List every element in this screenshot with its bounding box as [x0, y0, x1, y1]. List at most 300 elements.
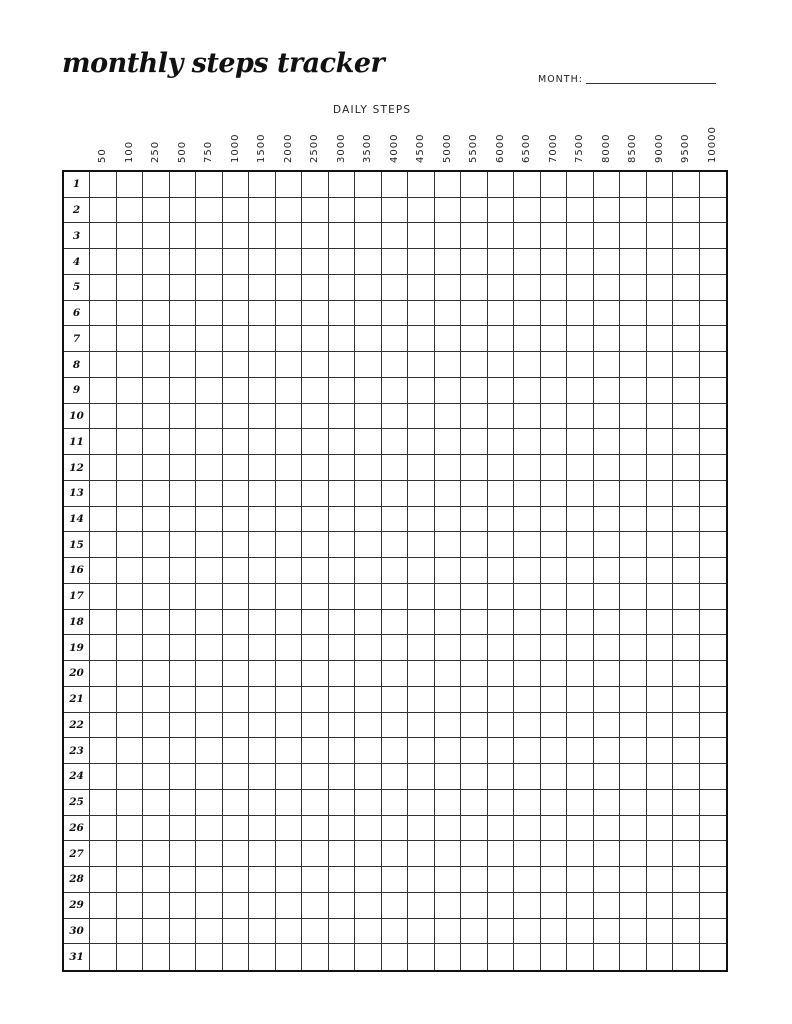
step-cell[interactable] [223, 661, 250, 687]
step-cell[interactable] [700, 944, 727, 970]
step-cell[interactable] [249, 558, 276, 584]
step-cell[interactable] [249, 378, 276, 404]
step-cell[interactable] [249, 455, 276, 481]
step-cell[interactable] [355, 944, 382, 970]
step-cell[interactable] [170, 301, 197, 327]
step-cell[interactable] [620, 172, 647, 198]
step-cell[interactable] [382, 738, 409, 764]
step-cell[interactable] [355, 198, 382, 224]
step-cell[interactable] [117, 661, 144, 687]
step-cell[interactable] [594, 249, 621, 275]
step-cell[interactable] [382, 507, 409, 533]
step-cell[interactable] [196, 301, 223, 327]
step-cell[interactable] [594, 198, 621, 224]
step-cell[interactable] [329, 455, 356, 481]
step-cell[interactable] [90, 764, 117, 790]
step-cell[interactable] [488, 198, 515, 224]
step-cell[interactable] [117, 584, 144, 610]
step-cell[interactable] [594, 584, 621, 610]
step-cell[interactable] [329, 481, 356, 507]
step-cell[interactable] [276, 481, 303, 507]
step-cell[interactable] [435, 455, 462, 481]
step-cell[interactable] [408, 738, 435, 764]
step-cell[interactable] [488, 429, 515, 455]
step-cell[interactable] [620, 816, 647, 842]
step-cell[interactable] [90, 455, 117, 481]
step-cell[interactable] [594, 841, 621, 867]
step-cell[interactable] [541, 687, 568, 713]
step-cell[interactable] [117, 352, 144, 378]
step-cell[interactable] [514, 404, 541, 430]
step-cell[interactable] [461, 275, 488, 301]
step-cell[interactable] [355, 172, 382, 198]
step-cell[interactable] [117, 275, 144, 301]
step-cell[interactable] [329, 867, 356, 893]
step-cell[interactable] [620, 455, 647, 481]
step-cell[interactable] [223, 687, 250, 713]
step-cell[interactable] [647, 301, 674, 327]
step-cell[interactable] [90, 661, 117, 687]
step-cell[interactable] [594, 326, 621, 352]
step-cell[interactable] [514, 841, 541, 867]
step-cell[interactable] [302, 816, 329, 842]
step-cell[interactable] [435, 713, 462, 739]
step-cell[interactable] [276, 507, 303, 533]
step-cell[interactable] [170, 352, 197, 378]
step-cell[interactable] [196, 352, 223, 378]
step-cell[interactable] [488, 893, 515, 919]
step-cell[interactable] [488, 352, 515, 378]
step-cell[interactable] [117, 455, 144, 481]
step-cell[interactable] [143, 301, 170, 327]
step-cell[interactable] [302, 610, 329, 636]
step-cell[interactable] [461, 841, 488, 867]
step-cell[interactable] [594, 455, 621, 481]
step-cell[interactable] [435, 661, 462, 687]
step-cell[interactable] [620, 738, 647, 764]
step-cell[interactable] [700, 738, 727, 764]
step-cell[interactable] [673, 738, 700, 764]
step-cell[interactable] [594, 893, 621, 919]
step-cell[interactable] [461, 893, 488, 919]
step-cell[interactable] [620, 326, 647, 352]
step-cell[interactable] [329, 919, 356, 945]
step-cell[interactable] [408, 172, 435, 198]
step-cell[interactable] [673, 198, 700, 224]
step-cell[interactable] [514, 223, 541, 249]
step-cell[interactable] [514, 713, 541, 739]
step-cell[interactable] [594, 867, 621, 893]
step-cell[interactable] [170, 841, 197, 867]
step-cell[interactable] [355, 326, 382, 352]
step-cell[interactable] [329, 790, 356, 816]
step-cell[interactable] [620, 429, 647, 455]
step-cell[interactable] [196, 764, 223, 790]
step-cell[interactable] [567, 919, 594, 945]
step-cell[interactable] [594, 558, 621, 584]
step-cell[interactable] [461, 610, 488, 636]
step-cell[interactable] [541, 481, 568, 507]
step-cell[interactable] [647, 249, 674, 275]
step-cell[interactable] [382, 610, 409, 636]
step-cell[interactable] [673, 661, 700, 687]
step-cell[interactable] [355, 635, 382, 661]
step-cell[interactable] [355, 661, 382, 687]
step-cell[interactable] [329, 893, 356, 919]
step-cell[interactable] [514, 738, 541, 764]
step-cell[interactable] [435, 610, 462, 636]
step-cell[interactable] [302, 919, 329, 945]
step-cell[interactable] [488, 790, 515, 816]
step-cell[interactable] [196, 172, 223, 198]
step-cell[interactable] [382, 687, 409, 713]
step-cell[interactable] [196, 841, 223, 867]
step-cell[interactable] [170, 455, 197, 481]
step-cell[interactable] [435, 944, 462, 970]
step-cell[interactable] [90, 867, 117, 893]
step-cell[interactable] [302, 301, 329, 327]
step-cell[interactable] [329, 635, 356, 661]
step-cell[interactable] [249, 764, 276, 790]
step-cell[interactable] [143, 738, 170, 764]
step-cell[interactable] [488, 944, 515, 970]
step-cell[interactable] [700, 893, 727, 919]
step-cell[interactable] [223, 455, 250, 481]
step-cell[interactable] [514, 610, 541, 636]
step-cell[interactable] [541, 429, 568, 455]
step-cell[interactable] [567, 198, 594, 224]
step-cell[interactable] [620, 893, 647, 919]
step-cell[interactable] [223, 249, 250, 275]
step-cell[interactable] [302, 404, 329, 430]
step-cell[interactable] [143, 610, 170, 636]
step-cell[interactable] [117, 378, 144, 404]
step-cell[interactable] [170, 532, 197, 558]
step-cell[interactable] [700, 378, 727, 404]
step-cell[interactable] [90, 584, 117, 610]
step-cell[interactable] [170, 223, 197, 249]
step-cell[interactable] [435, 919, 462, 945]
step-cell[interactable] [620, 944, 647, 970]
step-cell[interactable] [567, 790, 594, 816]
step-cell[interactable] [700, 790, 727, 816]
step-cell[interactable] [355, 455, 382, 481]
step-cell[interactable] [170, 816, 197, 842]
step-cell[interactable] [170, 558, 197, 584]
step-cell[interactable] [276, 301, 303, 327]
step-cell[interactable] [541, 558, 568, 584]
step-cell[interactable] [488, 867, 515, 893]
step-cell[interactable] [408, 301, 435, 327]
step-cell[interactable] [700, 816, 727, 842]
step-cell[interactable] [223, 764, 250, 790]
step-cell[interactable] [514, 919, 541, 945]
step-cell[interactable] [196, 738, 223, 764]
step-cell[interactable] [435, 223, 462, 249]
step-cell[interactable] [700, 301, 727, 327]
step-cell[interactable] [170, 713, 197, 739]
step-cell[interactable] [541, 610, 568, 636]
step-cell[interactable] [488, 455, 515, 481]
step-cell[interactable] [567, 867, 594, 893]
step-cell[interactable] [90, 532, 117, 558]
step-cell[interactable] [249, 507, 276, 533]
step-cell[interactable] [435, 275, 462, 301]
step-cell[interactable] [647, 507, 674, 533]
step-cell[interactable] [382, 764, 409, 790]
step-cell[interactable] [355, 429, 382, 455]
step-cell[interactable] [355, 919, 382, 945]
step-cell[interactable] [382, 326, 409, 352]
step-cell[interactable] [196, 507, 223, 533]
step-cell[interactable] [541, 713, 568, 739]
step-cell[interactable] [594, 223, 621, 249]
step-cell[interactable] [408, 610, 435, 636]
step-cell[interactable] [567, 404, 594, 430]
step-cell[interactable] [673, 944, 700, 970]
step-cell[interactable] [408, 223, 435, 249]
step-cell[interactable] [647, 790, 674, 816]
step-cell[interactable] [594, 661, 621, 687]
step-cell[interactable] [329, 687, 356, 713]
step-cell[interactable] [302, 275, 329, 301]
step-cell[interactable] [355, 764, 382, 790]
step-cell[interactable] [382, 635, 409, 661]
step-cell[interactable] [355, 404, 382, 430]
step-cell[interactable] [700, 429, 727, 455]
step-cell[interactable] [117, 944, 144, 970]
step-cell[interactable] [673, 558, 700, 584]
step-cell[interactable] [488, 558, 515, 584]
step-cell[interactable] [647, 661, 674, 687]
step-cell[interactable] [302, 867, 329, 893]
step-cell[interactable] [514, 816, 541, 842]
step-cell[interactable] [620, 764, 647, 790]
step-cell[interactable] [143, 429, 170, 455]
step-cell[interactable] [673, 867, 700, 893]
step-cell[interactable] [90, 301, 117, 327]
step-cell[interactable] [567, 223, 594, 249]
step-cell[interactable] [435, 301, 462, 327]
step-cell[interactable] [435, 429, 462, 455]
step-cell[interactable] [117, 816, 144, 842]
step-cell[interactable] [461, 713, 488, 739]
step-cell[interactable] [673, 816, 700, 842]
step-cell[interactable] [276, 352, 303, 378]
step-cell[interactable] [170, 919, 197, 945]
step-cell[interactable] [382, 558, 409, 584]
step-cell[interactable] [170, 172, 197, 198]
step-cell[interactable] [541, 816, 568, 842]
step-cell[interactable] [90, 558, 117, 584]
step-cell[interactable] [673, 378, 700, 404]
step-cell[interactable] [435, 558, 462, 584]
step-cell[interactable] [329, 738, 356, 764]
step-cell[interactable] [514, 635, 541, 661]
step-cell[interactable] [223, 713, 250, 739]
step-cell[interactable] [620, 481, 647, 507]
step-cell[interactable] [382, 275, 409, 301]
step-cell[interactable] [170, 507, 197, 533]
step-cell[interactable] [700, 687, 727, 713]
step-cell[interactable] [276, 429, 303, 455]
step-cell[interactable] [435, 687, 462, 713]
step-cell[interactable] [541, 249, 568, 275]
step-cell[interactable] [276, 223, 303, 249]
step-cell[interactable] [594, 352, 621, 378]
step-cell[interactable] [620, 713, 647, 739]
step-cell[interactable] [249, 223, 276, 249]
step-cell[interactable] [276, 713, 303, 739]
step-cell[interactable] [541, 841, 568, 867]
step-cell[interactable] [488, 687, 515, 713]
step-cell[interactable] [567, 893, 594, 919]
step-cell[interactable] [276, 893, 303, 919]
step-cell[interactable] [647, 558, 674, 584]
step-cell[interactable] [329, 507, 356, 533]
step-cell[interactable] [700, 635, 727, 661]
step-cell[interactable] [514, 301, 541, 327]
step-cell[interactable] [276, 172, 303, 198]
step-cell[interactable] [276, 455, 303, 481]
step-cell[interactable] [249, 610, 276, 636]
step-cell[interactable] [435, 404, 462, 430]
step-cell[interactable] [620, 584, 647, 610]
step-cell[interactable] [329, 816, 356, 842]
step-cell[interactable] [223, 841, 250, 867]
step-cell[interactable] [594, 507, 621, 533]
step-cell[interactable] [196, 455, 223, 481]
step-cell[interactable] [117, 223, 144, 249]
step-cell[interactable] [382, 532, 409, 558]
step-cell[interactable] [488, 816, 515, 842]
step-cell[interactable] [223, 790, 250, 816]
step-cell[interactable] [514, 661, 541, 687]
step-cell[interactable] [249, 687, 276, 713]
step-cell[interactable] [196, 198, 223, 224]
step-cell[interactable] [488, 404, 515, 430]
step-cell[interactable] [90, 249, 117, 275]
step-cell[interactable] [249, 790, 276, 816]
step-cell[interactable] [673, 790, 700, 816]
step-cell[interactable] [647, 223, 674, 249]
step-cell[interactable] [249, 738, 276, 764]
step-cell[interactable] [117, 919, 144, 945]
step-cell[interactable] [382, 816, 409, 842]
step-cell[interactable] [223, 610, 250, 636]
step-cell[interactable] [170, 198, 197, 224]
step-cell[interactable] [249, 326, 276, 352]
step-cell[interactable] [223, 867, 250, 893]
step-cell[interactable] [647, 893, 674, 919]
step-cell[interactable] [276, 378, 303, 404]
step-cell[interactable] [196, 275, 223, 301]
step-cell[interactable] [355, 713, 382, 739]
step-cell[interactable] [223, 558, 250, 584]
step-cell[interactable] [461, 919, 488, 945]
step-cell[interactable] [541, 404, 568, 430]
step-cell[interactable] [329, 172, 356, 198]
step-cell[interactable] [117, 893, 144, 919]
step-cell[interactable] [567, 275, 594, 301]
step-cell[interactable] [117, 429, 144, 455]
step-cell[interactable] [276, 275, 303, 301]
step-cell[interactable] [143, 944, 170, 970]
step-cell[interactable] [117, 790, 144, 816]
step-cell[interactable] [276, 198, 303, 224]
step-cell[interactable] [647, 919, 674, 945]
step-cell[interactable] [700, 326, 727, 352]
step-cell[interactable] [647, 429, 674, 455]
step-cell[interactable] [461, 378, 488, 404]
step-cell[interactable] [700, 764, 727, 790]
step-cell[interactable] [567, 764, 594, 790]
step-cell[interactable] [488, 764, 515, 790]
step-cell[interactable] [673, 429, 700, 455]
step-cell[interactable] [223, 635, 250, 661]
step-cell[interactable] [647, 275, 674, 301]
step-cell[interactable] [541, 172, 568, 198]
step-cell[interactable] [170, 610, 197, 636]
step-cell[interactable] [329, 713, 356, 739]
step-cell[interactable] [567, 352, 594, 378]
step-cell[interactable] [408, 867, 435, 893]
step-cell[interactable] [647, 584, 674, 610]
step-cell[interactable] [620, 275, 647, 301]
step-cell[interactable] [249, 249, 276, 275]
step-cell[interactable] [408, 661, 435, 687]
step-cell[interactable] [249, 532, 276, 558]
step-cell[interactable] [488, 481, 515, 507]
step-cell[interactable] [488, 610, 515, 636]
step-cell[interactable] [329, 378, 356, 404]
step-cell[interactable] [223, 507, 250, 533]
step-cell[interactable] [567, 481, 594, 507]
step-cell[interactable] [223, 404, 250, 430]
step-cell[interactable] [488, 584, 515, 610]
step-cell[interactable] [276, 764, 303, 790]
step-cell[interactable] [700, 584, 727, 610]
step-cell[interactable] [461, 584, 488, 610]
step-cell[interactable] [620, 532, 647, 558]
step-cell[interactable] [382, 378, 409, 404]
step-cell[interactable] [276, 738, 303, 764]
step-cell[interactable] [700, 532, 727, 558]
step-cell[interactable] [673, 532, 700, 558]
step-cell[interactable] [700, 223, 727, 249]
step-cell[interactable] [223, 275, 250, 301]
step-cell[interactable] [435, 893, 462, 919]
step-cell[interactable] [117, 841, 144, 867]
step-cell[interactable] [408, 919, 435, 945]
step-cell[interactable] [90, 378, 117, 404]
step-cell[interactable] [170, 584, 197, 610]
step-cell[interactable] [117, 610, 144, 636]
step-cell[interactable] [329, 198, 356, 224]
step-cell[interactable] [461, 249, 488, 275]
step-cell[interactable] [90, 172, 117, 198]
step-cell[interactable] [355, 790, 382, 816]
step-cell[interactable] [514, 584, 541, 610]
step-cell[interactable] [276, 584, 303, 610]
step-cell[interactable] [435, 507, 462, 533]
step-cell[interactable] [117, 326, 144, 352]
step-cell[interactable] [594, 172, 621, 198]
step-cell[interactable] [700, 661, 727, 687]
step-cell[interactable] [461, 867, 488, 893]
step-cell[interactable] [382, 429, 409, 455]
step-cell[interactable] [196, 326, 223, 352]
